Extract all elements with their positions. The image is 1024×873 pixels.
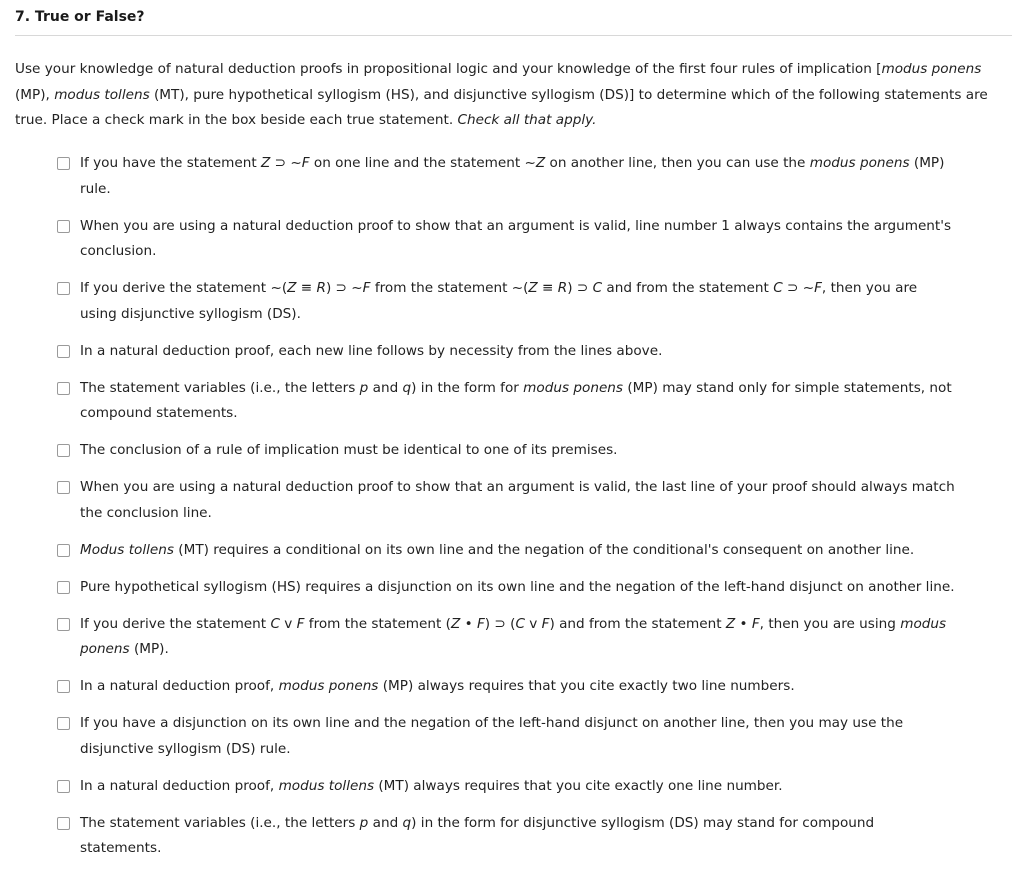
- statement-segment: modus ponens: [80, 615, 947, 657]
- statement-segment: p: [359, 379, 369, 396]
- statement-segment: F: [541, 615, 550, 632]
- statement-segment: from the statement ~(: [370, 280, 529, 296]
- statement-segment: Z ≡ R: [287, 280, 326, 296]
- statement-segment: modus ponens: [278, 678, 379, 694]
- statement-label: [80, 579, 955, 595]
- statement-segment: Z ⊃ ~F: [261, 155, 310, 171]
- statement-segment: from the statement (: [304, 615, 451, 632]
- statement-label: [80, 343, 662, 359]
- statement-checkbox[interactable]: [57, 544, 70, 557]
- statement-segment: q: [402, 379, 412, 396]
- statement-option: [57, 339, 957, 365]
- statement-segment: v: [524, 615, 542, 632]
- statement-option: [57, 774, 957, 800]
- statement-checkbox[interactable]: [57, 481, 70, 494]
- statement-checkbox[interactable]: [57, 717, 70, 730]
- statement-option: [57, 674, 957, 700]
- instruction-text: Check all that apply.: [457, 112, 597, 128]
- statement-segment: If you derive the statement ~(: [80, 280, 288, 296]
- intro-segment: (MT), pure hypothetical syllogism (HS), and disjunctive syllogism (DS)] to determine which of the following statements are true. Place a check mark in the box beside each true statement.: [15, 86, 988, 128]
- statement-option: [57, 214, 957, 265]
- intro-segment: modus tollens: [54, 86, 150, 103]
- statement-segment: ) ⊃: [567, 280, 593, 296]
- statement-segment: Z ≡ R: [528, 280, 568, 296]
- statement-segment: modus ponens: [809, 155, 910, 171]
- statement-segment: If you have a disjunction on its own line and the negation of the left-hand disjunct on another line, then you may use the disjunctive syllogism (DS) rule.: [80, 715, 904, 757]
- statement-label: [80, 479, 955, 521]
- statement-label: [80, 155, 944, 197]
- statement-label: [80, 218, 951, 260]
- statement-segment: Z • F: [725, 615, 760, 632]
- statement-segment: C: [270, 615, 280, 632]
- divider: [15, 35, 1012, 36]
- statement-checkbox[interactable]: [57, 282, 70, 295]
- statement-segment: C ⊃ ~F: [773, 280, 822, 296]
- answer-options: [57, 151, 957, 873]
- statement-segment: q: [402, 814, 412, 831]
- statement-segment: and from the statement: [602, 280, 774, 296]
- statement-checkbox[interactable]: [57, 581, 70, 594]
- statement-segment: (MP) rule.: [80, 155, 945, 197]
- statement-segment: F: [362, 280, 371, 296]
- statement-label: [80, 815, 874, 857]
- statement-segment: In a natural deduction proof,: [80, 678, 279, 694]
- statement-segment: The statement variables (i.e., the letters: [80, 814, 360, 831]
- statement-option: [57, 376, 957, 427]
- intro-segment: (MP),: [15, 86, 55, 103]
- question-title: 7. True or False?: [15, 9, 145, 25]
- statement-label: [80, 380, 952, 422]
- statement-segment: modus tollens: [278, 777, 375, 794]
- statement-segment: on another line, then you can use the: [545, 155, 810, 171]
- statement-segment: ) ⊃ (: [484, 615, 516, 632]
- statement-segment: If you derive the statement: [80, 615, 271, 632]
- statement-segment: (MP) always requires that you cite exactly two line numbers.: [378, 678, 795, 694]
- statement-label: [80, 616, 946, 658]
- statement-checkbox[interactable]: [57, 220, 70, 233]
- statement-segment: on one line and the statement ~: [309, 155, 536, 171]
- intro-segment: modus ponens: [881, 61, 982, 77]
- statement-segment: p: [359, 814, 369, 831]
- statement-checkbox[interactable]: [57, 780, 70, 793]
- statement-segment: If you have the statement: [80, 155, 262, 171]
- statement-checkbox[interactable]: [57, 382, 70, 395]
- statement-option: [57, 811, 957, 862]
- statement-segment: ) and from the statement: [549, 615, 726, 632]
- statement-option: [57, 151, 957, 202]
- statement-segment: v: [279, 615, 297, 632]
- statement-segment: ) in the form for: [411, 379, 524, 396]
- statement-option: [57, 575, 957, 601]
- statement-segment: The conclusion of a rule of implication must be identical to one of its premises.: [80, 442, 618, 458]
- question-intro: [15, 57, 1007, 134]
- statement-checkbox[interactable]: [57, 817, 70, 830]
- statement-segment: Z: [535, 155, 546, 171]
- statement-segment: When you are using a natural deduction proof to show that an argument is valid, line number 1 always contains the argument's conclusion.: [80, 217, 952, 259]
- statement-segment: and: [368, 379, 403, 396]
- statement-segment: and: [368, 814, 403, 831]
- statement-segment: ) ⊃ ~: [325, 280, 363, 296]
- statement-option: [57, 612, 957, 663]
- statement-option: [57, 276, 957, 327]
- statement-segment: F: [296, 615, 305, 632]
- statement-segment: , then you are using disjunctive syllogism (DS).: [80, 280, 918, 322]
- statement-segment: Pure hypothetical syllogism (HS) requires a disjunction on its own line and the negation of the left-hand disjunct on another line.: [80, 578, 955, 595]
- statement-segment: (MP) may stand only for simple statements, not compound statements.: [80, 379, 952, 421]
- statement-segment: (MP).: [129, 641, 169, 657]
- statement-checkbox[interactable]: [57, 444, 70, 457]
- intro-segment: Use your knowledge of natural deduction proofs in propositional logic and your knowledge of the first four rules of implication [: [15, 61, 882, 77]
- statement-segment: ) in the form for disjunctive syllogism (DS) may stand for compound statements.: [80, 814, 875, 856]
- statement-checkbox[interactable]: [57, 618, 70, 631]
- statement-label: [80, 715, 903, 757]
- statement-segment: (MT) always requires that you cite exactly one line number.: [374, 777, 783, 794]
- statement-segment: modus ponens: [523, 379, 624, 396]
- statement-segment: C: [515, 615, 525, 632]
- statement-option: [57, 711, 957, 762]
- statement-label: [80, 778, 783, 794]
- statement-segment: Modus tollens: [80, 541, 174, 558]
- statement-segment: C: [592, 280, 603, 296]
- statement-checkbox[interactable]: [57, 157, 70, 170]
- statement-option: [57, 438, 957, 464]
- statement-segment: The statement variables (i.e., the letters: [80, 379, 360, 396]
- statement-segment: (MT) requires a conditional on its own line and the negation of the conditional's consequent on another line.: [173, 541, 915, 558]
- statement-label: [80, 542, 914, 558]
- statement-checkbox[interactable]: [57, 345, 70, 358]
- statement-segment: , then you are using: [759, 615, 901, 632]
- statement-segment: Z • F: [451, 615, 485, 632]
- statement-segment: In a natural deduction proof,: [80, 777, 279, 794]
- statement-segment: When you are using a natural deduction proof to show that an argument is valid, the last line of your proof should always match the conclusion line.: [80, 479, 955, 521]
- statement-option: [57, 475, 957, 526]
- statement-checkbox[interactable]: [57, 680, 70, 693]
- statement-segment: In a natural deduction proof, each new line follows by necessity from the lines above.: [80, 342, 663, 359]
- statement-label: [80, 442, 617, 458]
- statement-label: [80, 678, 795, 694]
- statement-option: [57, 538, 957, 564]
- statement-label: [80, 280, 917, 322]
